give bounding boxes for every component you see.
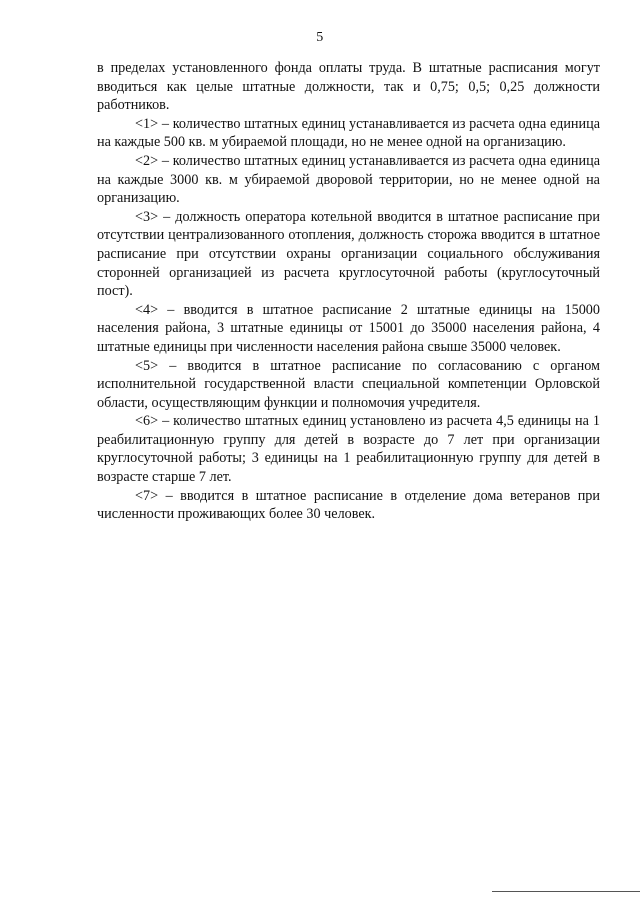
footnote-6: <6> – количество штатных единиц установлено из расчета 4,5 единицы на 1 реабилитационную группу для детей в возрасте до 7 лет при организации круглосуточной работы; 3 единицы на 1 реабилитационную группу для детей в возрасте старше 7 лет. (97, 413, 600, 486)
page-number: 5 (316, 30, 324, 45)
footnote-3: <3> – должность оператора котельной вводится в штатное расписание при отсутствии централизованного отопления, должность сторожа вводится в штатное расписание при отсутствии охраны организации социального обслуживания сторонней организацией из расчета круглосуточной работы (круглосуточный пост). (97, 208, 600, 300)
scan-edge-line (492, 891, 640, 892)
footnote-2: <2> – количество штатных единиц устанавливается из расчета одна единица на каждые 3000 кв. м убираемой дворовой территории, но не менее одной на организацию. (97, 152, 600, 207)
document-body (97, 59, 600, 524)
footnote-7: <7> – вводится в штатное расписание в отделение дома ветеранов при численности проживающих более 30 человек. (97, 487, 600, 523)
footnote-1: <1> – количество штатных единиц устанавливается из расчета одна единица на каждые 500 кв. м убираемой площади, но не менее одной на организацию. (97, 115, 600, 151)
footnote-5: <5> – вводится в штатное расписание по согласованию с органом исполнительной государственной власти специальной компетенции Орловской области, осуществляющим функции и полномочия учредителя. (97, 357, 600, 411)
paragraph-continuation: в пределах установленного фонда оплаты труда. В штатные расписания могут вводиться как целые штатные должности, так и 0,75; 0,5; 0,25 должности работников. (97, 60, 600, 114)
footnote-4: <4> – вводится в штатное расписание 2 штатные единицы на 15000 населения района, 3 штатные единицы от 15001 до 35000 населения района, 4 штатные единицы при численности населения района свыше 35000 человек. (97, 301, 600, 355)
